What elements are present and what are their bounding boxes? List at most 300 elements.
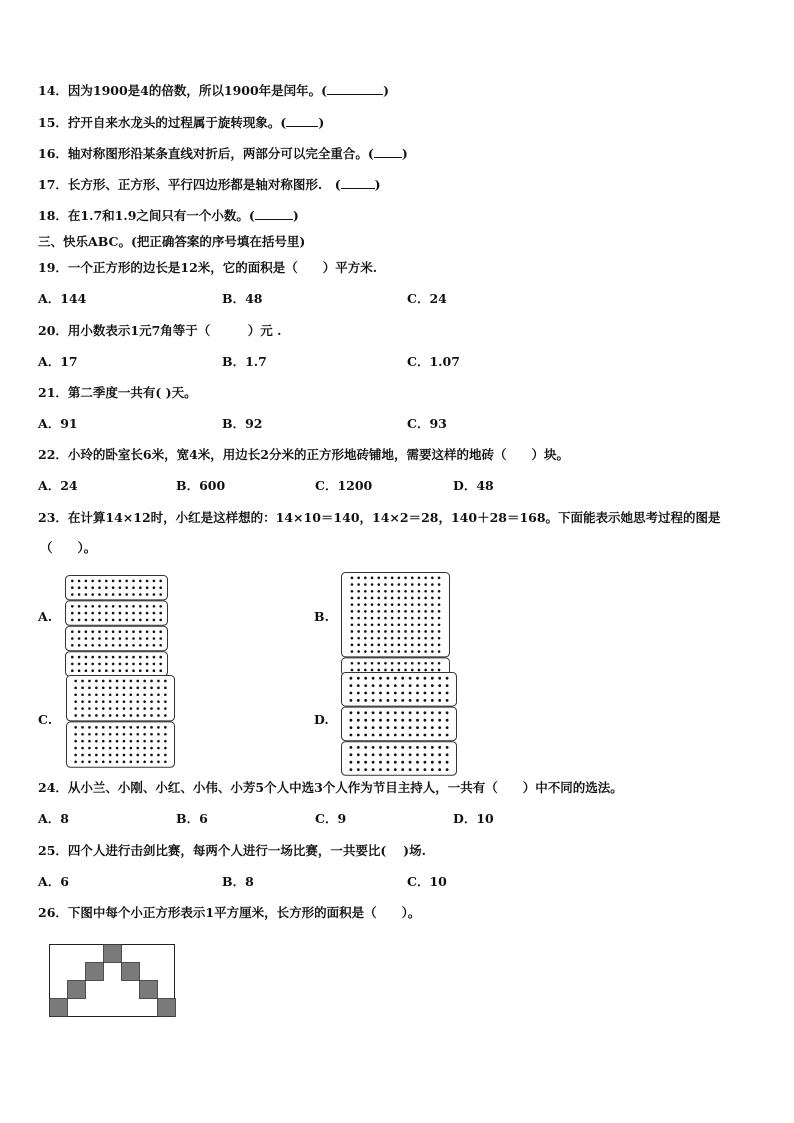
dot [81, 700, 84, 703]
dot [139, 630, 142, 633]
dot [153, 669, 156, 672]
dot [150, 747, 153, 750]
dot [416, 677, 419, 680]
dot [143, 726, 146, 729]
dot [119, 637, 122, 640]
dot [377, 623, 380, 626]
dot [71, 630, 74, 633]
dot [416, 719, 419, 722]
dot [384, 637, 387, 640]
dot [398, 630, 401, 633]
dot [416, 726, 419, 729]
dot [431, 577, 434, 580]
dot [146, 580, 149, 583]
dot [424, 692, 427, 695]
dot [357, 768, 360, 771]
dot [81, 680, 84, 683]
dot [105, 656, 108, 659]
dot [364, 610, 367, 613]
dot [357, 644, 360, 647]
dot [71, 669, 74, 672]
dot [364, 692, 367, 695]
option-d-label[interactable]: D. [314, 712, 329, 727]
dot [409, 692, 412, 695]
option-b[interactable]: B．8 [222, 874, 254, 889]
dot [109, 726, 112, 729]
dot [418, 610, 421, 613]
dot [438, 590, 441, 593]
dot [411, 610, 414, 613]
dot [411, 662, 414, 665]
dot [357, 684, 360, 687]
dot [446, 711, 449, 714]
dot [404, 650, 407, 653]
dot [71, 644, 74, 647]
dot [418, 583, 421, 586]
dot [424, 734, 427, 737]
dot [357, 753, 360, 756]
dot [143, 687, 146, 690]
option-b[interactable]: B．1.7 [222, 354, 267, 369]
dot [157, 680, 160, 683]
dot [401, 699, 404, 702]
dot [398, 577, 401, 580]
dot [371, 644, 374, 647]
dot [418, 662, 421, 665]
dot [139, 612, 142, 615]
dot [130, 680, 133, 683]
dot [377, 577, 380, 580]
dot [153, 605, 156, 608]
dot [401, 692, 404, 695]
option-c[interactable]: C．1.07 [407, 354, 460, 369]
answer-blank[interactable] [341, 177, 375, 189]
dot [146, 644, 149, 647]
dot [125, 637, 128, 640]
dot [409, 711, 412, 714]
dot [139, 593, 142, 596]
dot [357, 630, 360, 633]
dot [424, 623, 427, 626]
dot [98, 605, 101, 608]
dot [164, 740, 167, 743]
dot [146, 656, 149, 659]
dot [431, 677, 434, 680]
answer-blank[interactable] [327, 83, 383, 95]
dot [398, 623, 401, 626]
dot [125, 669, 128, 672]
dot [379, 753, 382, 756]
dot [364, 699, 367, 702]
dot [125, 663, 128, 666]
dot [404, 623, 407, 626]
dot [125, 619, 128, 622]
dot [357, 692, 360, 695]
section-heading: 三、快乐ABC。(把正确答案的序号填在括号里) [38, 234, 306, 249]
dot [384, 577, 387, 580]
dot [409, 753, 412, 756]
dot [424, 753, 427, 756]
dot [85, 644, 88, 647]
dot [136, 707, 139, 710]
dot [125, 644, 128, 647]
dot [372, 746, 375, 749]
dot [364, 644, 367, 647]
dot [357, 590, 360, 593]
dot [119, 644, 122, 647]
dot [105, 619, 108, 622]
dot [132, 656, 135, 659]
dot [424, 583, 427, 586]
option-c[interactable]: C．24 [407, 291, 447, 306]
dot [384, 623, 387, 626]
dot [371, 630, 374, 633]
dot [85, 605, 88, 608]
dot [164, 687, 167, 690]
dot [153, 644, 156, 647]
dot [387, 761, 390, 764]
dot [164, 733, 167, 736]
dot [159, 619, 162, 622]
option-a[interactable]: A．17 [38, 354, 78, 369]
dot [416, 692, 419, 695]
dot [351, 597, 354, 600]
dot [404, 577, 407, 580]
dot [85, 663, 88, 666]
dot [351, 669, 354, 672]
dot [157, 733, 160, 736]
dot [136, 740, 139, 743]
dot [411, 644, 414, 647]
dot [157, 726, 160, 729]
dot [357, 577, 360, 580]
dot [150, 680, 153, 683]
dot [136, 680, 139, 683]
dot [384, 583, 387, 586]
dot [157, 714, 160, 717]
shaded-square [68, 981, 86, 999]
dot [398, 610, 401, 613]
answer-blank[interactable] [255, 208, 293, 220]
dot [350, 677, 353, 680]
dot [357, 637, 360, 640]
dot [371, 662, 374, 665]
dot-grid-figure-b[interactable] [341, 572, 451, 660]
option-b-label[interactable]: B. [314, 609, 329, 624]
dot [71, 656, 74, 659]
dot [438, 662, 441, 665]
dot-grid-figure-a[interactable] [65, 575, 169, 659]
option-c[interactable]: C．9 [315, 811, 347, 826]
dot [74, 714, 77, 717]
dot [350, 719, 353, 722]
dot [401, 768, 404, 771]
dot [130, 693, 133, 696]
dot [91, 637, 94, 640]
dot [139, 656, 142, 659]
option-a-label[interactable]: A. [38, 609, 53, 624]
dot [95, 687, 98, 690]
dot [130, 747, 133, 750]
answer-blank[interactable] [374, 146, 402, 158]
dot [143, 693, 146, 696]
dot [384, 630, 387, 633]
dot [409, 726, 412, 729]
dot [424, 746, 427, 749]
dot [159, 656, 162, 659]
dot [71, 663, 74, 666]
dot [350, 761, 353, 764]
dot [404, 603, 407, 606]
dot [416, 761, 419, 764]
dot [130, 714, 133, 717]
dot [102, 707, 105, 710]
dot-block [67, 722, 175, 767]
dot-grid-figure-d[interactable] [341, 672, 459, 768]
dot [387, 734, 390, 737]
dot [357, 610, 360, 613]
dot [74, 680, 77, 683]
dot [95, 740, 98, 743]
dot [146, 663, 149, 666]
dot [105, 586, 108, 589]
option-b[interactable]: B．600 [176, 478, 226, 493]
option-c[interactable]: C．93 [407, 416, 447, 431]
dot [164, 714, 167, 717]
dot [411, 617, 414, 620]
dot [364, 623, 367, 626]
dot [98, 644, 101, 647]
dot [74, 733, 77, 736]
dot [384, 617, 387, 620]
dot [411, 669, 414, 672]
dot [116, 726, 119, 729]
dot [379, 699, 382, 702]
dot [409, 677, 412, 680]
dot [438, 644, 441, 647]
dot [164, 754, 167, 757]
dot [78, 612, 81, 615]
dot [364, 711, 367, 714]
dot [371, 590, 374, 593]
dot [438, 669, 441, 672]
dot [431, 662, 434, 665]
dot [377, 583, 380, 586]
dot [159, 663, 162, 666]
dot [357, 719, 360, 722]
shaded-square [104, 945, 122, 963]
dot [88, 754, 91, 757]
dot [379, 692, 382, 695]
dot [123, 700, 126, 703]
dot [350, 711, 353, 714]
dot [411, 583, 414, 586]
dot [153, 586, 156, 589]
dot [364, 726, 367, 729]
dot [387, 746, 390, 749]
dot [157, 754, 160, 757]
dot [377, 630, 380, 633]
dot [438, 623, 441, 626]
dot [351, 623, 354, 626]
dot [146, 669, 149, 672]
dot [371, 617, 374, 620]
dot [357, 617, 360, 620]
option-b[interactable]: B．92 [222, 416, 263, 431]
dot [119, 605, 122, 608]
dot [74, 761, 77, 764]
option-c-label[interactable]: C. [38, 712, 53, 727]
dot [372, 753, 375, 756]
dot [418, 603, 421, 606]
dot [143, 714, 146, 717]
dot [438, 650, 441, 653]
dot [351, 630, 354, 633]
dot [112, 644, 115, 647]
dot [157, 700, 160, 703]
dot [105, 580, 108, 583]
dot [398, 662, 401, 665]
dot [78, 656, 81, 659]
dot [424, 610, 427, 613]
dot [132, 586, 135, 589]
dot [377, 610, 380, 613]
dot-block [67, 676, 175, 721]
dot [394, 684, 397, 687]
dot [351, 662, 354, 665]
option-a[interactable]: A．24 [38, 478, 78, 493]
dot [351, 650, 354, 653]
dot [139, 663, 142, 666]
dot [102, 740, 105, 743]
dot [371, 623, 374, 626]
dot-block [66, 626, 168, 650]
option-c[interactable]: C．10 [407, 874, 447, 889]
dot [357, 726, 360, 729]
dot [371, 637, 374, 640]
dot [391, 669, 394, 672]
dot [446, 761, 449, 764]
dot [102, 687, 105, 690]
dot [446, 746, 449, 749]
dot [102, 726, 105, 729]
option-c[interactable]: C．1200 [315, 478, 373, 493]
dot [438, 583, 441, 586]
dot [78, 630, 81, 633]
dot [119, 630, 122, 633]
dot [377, 603, 380, 606]
dot [431, 711, 434, 714]
option-a[interactable]: A．91 [38, 416, 78, 431]
dot [88, 714, 91, 717]
dot [357, 603, 360, 606]
dot [95, 714, 98, 717]
dot [74, 707, 77, 710]
dot [102, 714, 105, 717]
dot-block [66, 576, 168, 600]
dot [384, 603, 387, 606]
dot [409, 734, 412, 737]
dot [364, 684, 367, 687]
option-a[interactable]: A．144 [38, 291, 87, 306]
dot [150, 693, 153, 696]
dot [409, 719, 412, 722]
option-b[interactable]: B．48 [222, 291, 263, 306]
question-23-paren: （ ）。 [40, 540, 97, 555]
dot [116, 700, 119, 703]
dot [401, 684, 404, 687]
dot [136, 714, 139, 717]
dot [431, 630, 434, 633]
dot [78, 644, 81, 647]
dot [357, 761, 360, 764]
dot [116, 754, 119, 757]
dot [157, 707, 160, 710]
dot [431, 726, 434, 729]
dot [81, 687, 84, 690]
dot [364, 719, 367, 722]
dot [391, 630, 394, 633]
dot [91, 580, 94, 583]
dot [74, 740, 77, 743]
dot [431, 637, 434, 640]
dot [81, 761, 84, 764]
dot [136, 754, 139, 757]
dot [71, 580, 74, 583]
dot [105, 612, 108, 615]
dot [112, 612, 115, 615]
dot-grid-figure-c[interactable] [66, 675, 176, 767]
dot [364, 768, 367, 771]
dot [424, 761, 427, 764]
dot [119, 593, 122, 596]
dot [431, 650, 434, 653]
dot [446, 768, 449, 771]
question-26: 26．下图中每个小正方形表示1平方厘米，长方形的面积是（ ）。 [38, 905, 421, 920]
dot [350, 684, 353, 687]
option-a[interactable]: A．6 [38, 874, 69, 889]
dot [119, 580, 122, 583]
dot [351, 583, 354, 586]
dot [424, 603, 427, 606]
shaded-square [158, 999, 176, 1017]
dot [78, 669, 81, 672]
dot [91, 605, 94, 608]
dot [387, 684, 390, 687]
dot [384, 590, 387, 593]
option-d[interactable]: D．10 [453, 811, 494, 826]
dot [153, 612, 156, 615]
option-b[interactable]: B．6 [176, 811, 208, 826]
dot [379, 711, 382, 714]
option-a[interactable]: A．8 [38, 811, 69, 826]
dot [431, 684, 434, 687]
dot [88, 747, 91, 750]
option-d[interactable]: D．48 [453, 478, 494, 493]
dot [153, 630, 156, 633]
dot [438, 768, 441, 771]
answer-blank[interactable] [286, 115, 318, 127]
dot [438, 734, 441, 737]
dot [91, 593, 94, 596]
dot [431, 746, 434, 749]
dot [109, 740, 112, 743]
dot [424, 597, 427, 600]
dot [416, 734, 419, 737]
dot [424, 577, 427, 580]
dot [424, 630, 427, 633]
dot [372, 684, 375, 687]
